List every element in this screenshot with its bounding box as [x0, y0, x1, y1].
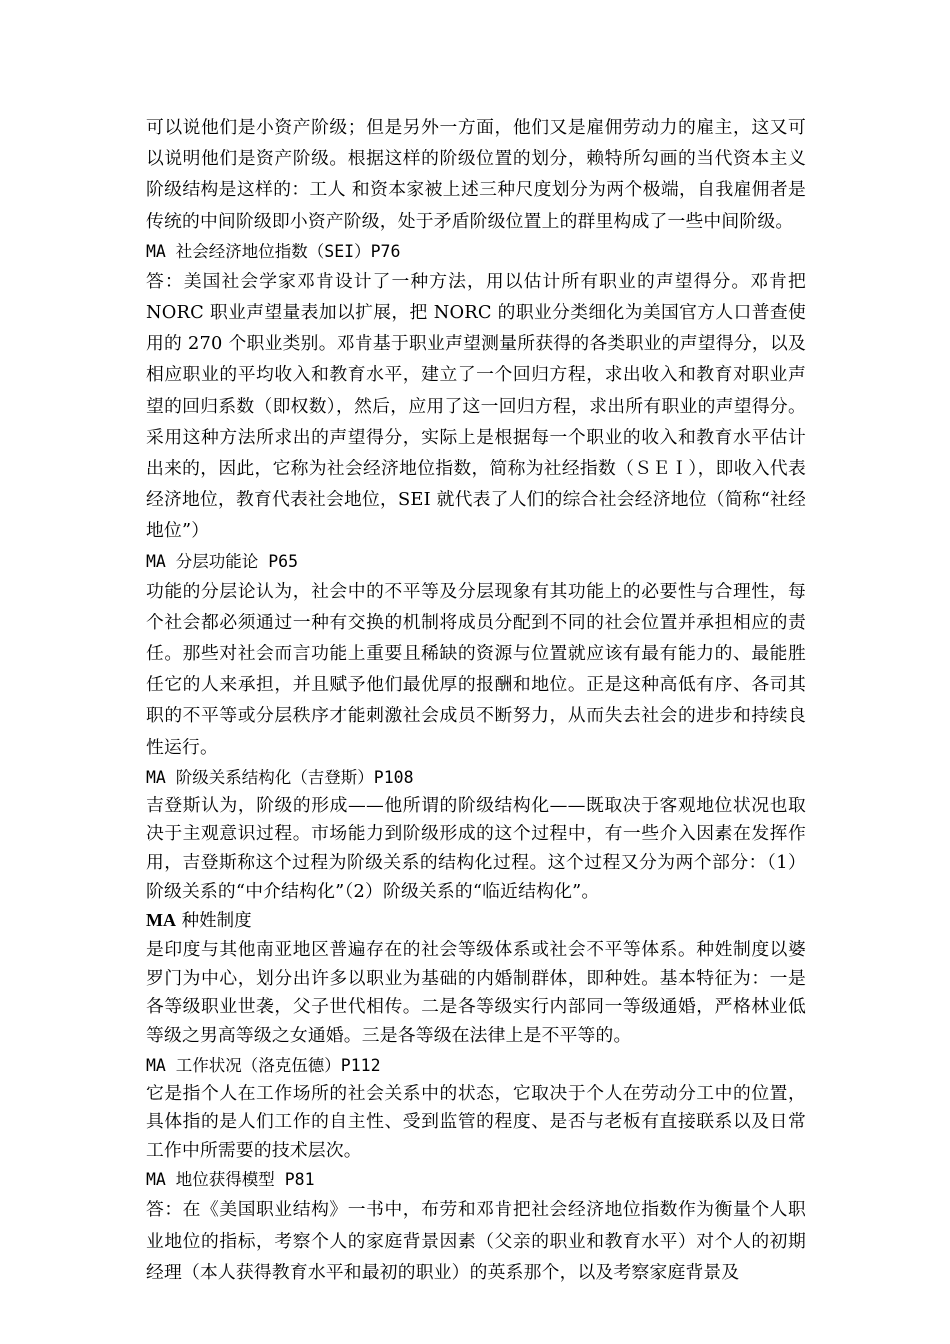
heading-work-situation: MA 工作状况（洛克伍德）P112 — [146, 1055, 381, 1075]
heading-caste-title: 种姓制度 — [176, 911, 252, 932]
paragraph-work-situation: 它是指个人在工作场所的社会关系中的状态，它取决于个人在劳动分工中的位置，具体指的是人们工作的自主性、受到监管的程度、是否与老板有直接联系以及日常工作中所需要的技术层次。 — [146, 1082, 806, 1161]
heading-class-structuration: MA 阶级关系结构化（吉登斯）P108 — [146, 767, 414, 787]
paragraph-class-structuration: 吉登斯认为，阶级的形成——他所谓的阶级结构化——既取决于客观地位状况也取决于主观意识过程。市场能力到阶级形成的这个过程中，有一些介入因素在发挥作用，吉登斯称这个过程为阶级关系的结构化过程。这个过程又分为两个部分：（1）阶级关系的“中介结构化”（2）阶级关系的“临近结构化”。 — [146, 794, 806, 902]
heading-functional-stratification: MA 分层功能论 P65 — [146, 551, 299, 571]
heading-sei: MA 社会经济地位指数（SEI）P76 — [146, 241, 401, 261]
heading-caste-system — [146, 906, 806, 936]
heading-caste-prefix: MA — [146, 910, 176, 931]
paragraph-class-structure: 可以说他们是小资产阶级；但是另外一方面，他们又是雇佣劳动力的雇主，这又可以说明他们是资产阶级。根据这样的阶级位置的划分，赖特所勾画的当代资本主义阶级结构是这样的：工人 和资本家被上述三种尺度划分为两个极端，自我雇佣者是传统的中间阶级即小资产阶级，处于矛盾阶级位置上的群里构成了一些中间阶级。 — [146, 117, 806, 232]
document-page — [146, 112, 806, 1288]
heading-status-attainment: MA 地位获得模型 P81 — [146, 1170, 315, 1190]
paragraph-caste-system: 是印度与其他南亚地区普遍存在的社会等级体系或社会不平等体系。种姓制度以婆罗门为中心，划分出许多以职业为基础的内婚制群体，即种姓。基本特征为：一是各等级职业世袭，父子世代相传。二是各等级实行内部同一等级通婚，严格林业低等级之男高等级之女通婚。三是各等级在法律上是不平等的。 — [146, 939, 806, 1047]
paragraph-sei: 答：美国社会学家邓肯设计了一种方法，用以估计所有职业的声望得分。邓肯把 NORC 职业声望量表加以扩展，把 NORC 的职业分类细化为美国官方人口普查使用的 270 个职业类别。邓肯基于职业声望测量所获得的各类职业的声望得分，以及相应职业的平均收入和教育水平，建立了一个回归方程，求出收入和教育对职业声望的回归系数（即权数），然后，应用了这一回归方程，求出所有职业的声望得分。采用这种方法所求出的声望得分，实际上是根据每一个职业的收入和教育水平估计出来的，因此，它称为社会经济地位指数，简称为社经指数（ＳＥＩ），即收入代表经济地位，教育代表社会地位，SEI 就代表了人们的综合社会经济地位（简称“社经地位”） — [146, 270, 806, 542]
paragraph-functional-stratification: 功能的分层论认为，社会中的不平等及分层现象有其功能上的必要性与合理性，每个社会都必须通过一种有交换的机制将成员分配到不同的社会位置并承担相应的责任。那些对社会而言功能上重要且稀缺的资源与位置就应该有最有能力的、最能胜任它的人来承担，并且赋予他们最优厚的报酬和地位。正是这种高低有序、各司其职的不平等或分层秩序才能刺激社会成员不断努力，从而失去社会的进步和持续良性运行。 — [146, 580, 806, 758]
paragraph-status-attainment: 答：在《美国职业结构》一书中，布劳和邓肯把社会经济地位指数作为衡量个人职业地位的指标，考察个人的家庭背景因素（父亲的职业和教育水平）对个人的初期经理（本人获得教育水平和最初的职业）的英系那个，以及考察家庭背景及 — [146, 1199, 806, 1283]
